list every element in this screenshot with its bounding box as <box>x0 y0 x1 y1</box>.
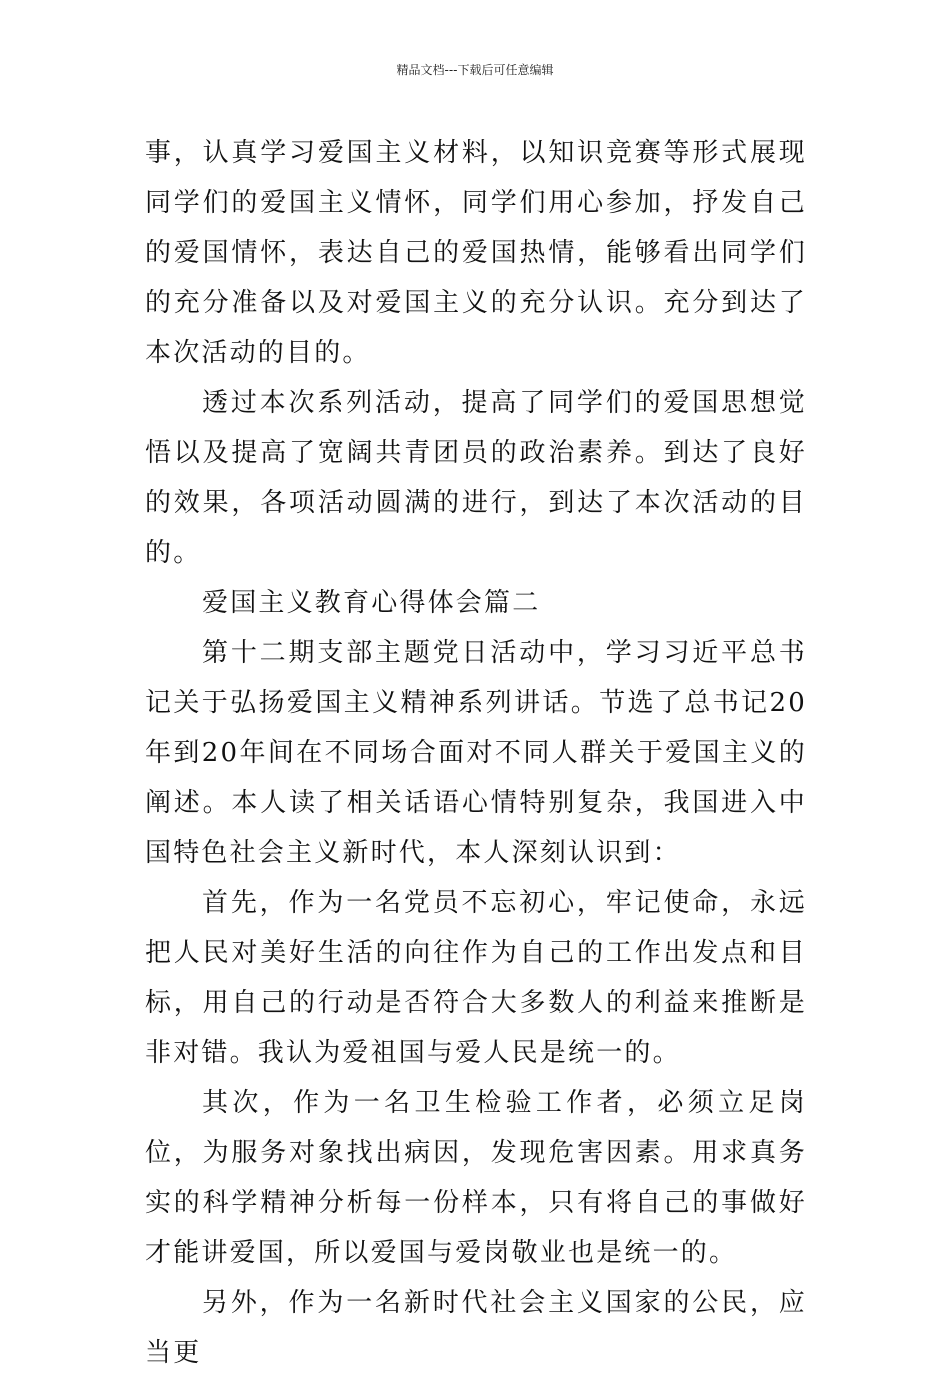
paragraph-1: 事，认真学习爱国主义材料，以知识竞赛等形式展现同学们的爱国主义情怀，同学们用心参加，抒发自己的爱国情怀，表达自己的爱国热情，能够看出同学们的充分准备以及对爱国主义的充分认识。充分到达了本次活动的目的。 <box>145 138 807 368</box>
page-header: 精品文档---下载后可任意编辑 <box>396 63 554 77</box>
paragraph-5: 其次，作为一名卫生检验工作者，必须立足岗位，为服务对象找出病因，发现危害因素。用求真务实的科学精神分析每一份样本，只有将自己的事做好才能讲爱国，所以爱国与爱岗敬业也是统一的。 <box>145 1088 807 1268</box>
paragraph-4: 首先，作为一名党员不忘初心，牢记使命，永远把人民对美好生活的向往作为自己的工作出发点和目标，用自己的行动是否符合大多数人的利益来推断是非对错。我认为爱祖国与爱人民是统一的。 <box>145 888 807 1068</box>
section-heading: 爱国主义教育心得体会篇二 <box>202 588 541 618</box>
paragraph-2: 透过本次系列活动，提高了同学们的爱国思想觉悟以及提高了宽阔共青团员的政治素养。到达了良好的效果，各项活动圆满的进行，到达了本次活动的目的。 <box>145 388 807 568</box>
document-body <box>145 128 807 1378</box>
paragraph-3: 第十二期支部主题党日活动中，学习习近平总书记关于弘扬爱国主义精神系列讲话。节选了总书记20年到20年间在不同场合面对不同人群关于爱国主义的阐述。本人读了相关话语心情特别复杂，我国进入中国特色社会主义新时代，本人深刻认识到： <box>145 638 807 868</box>
paragraph-6: 另外，作为一名新时代社会主义国家的公民，应当更 <box>145 1288 807 1368</box>
